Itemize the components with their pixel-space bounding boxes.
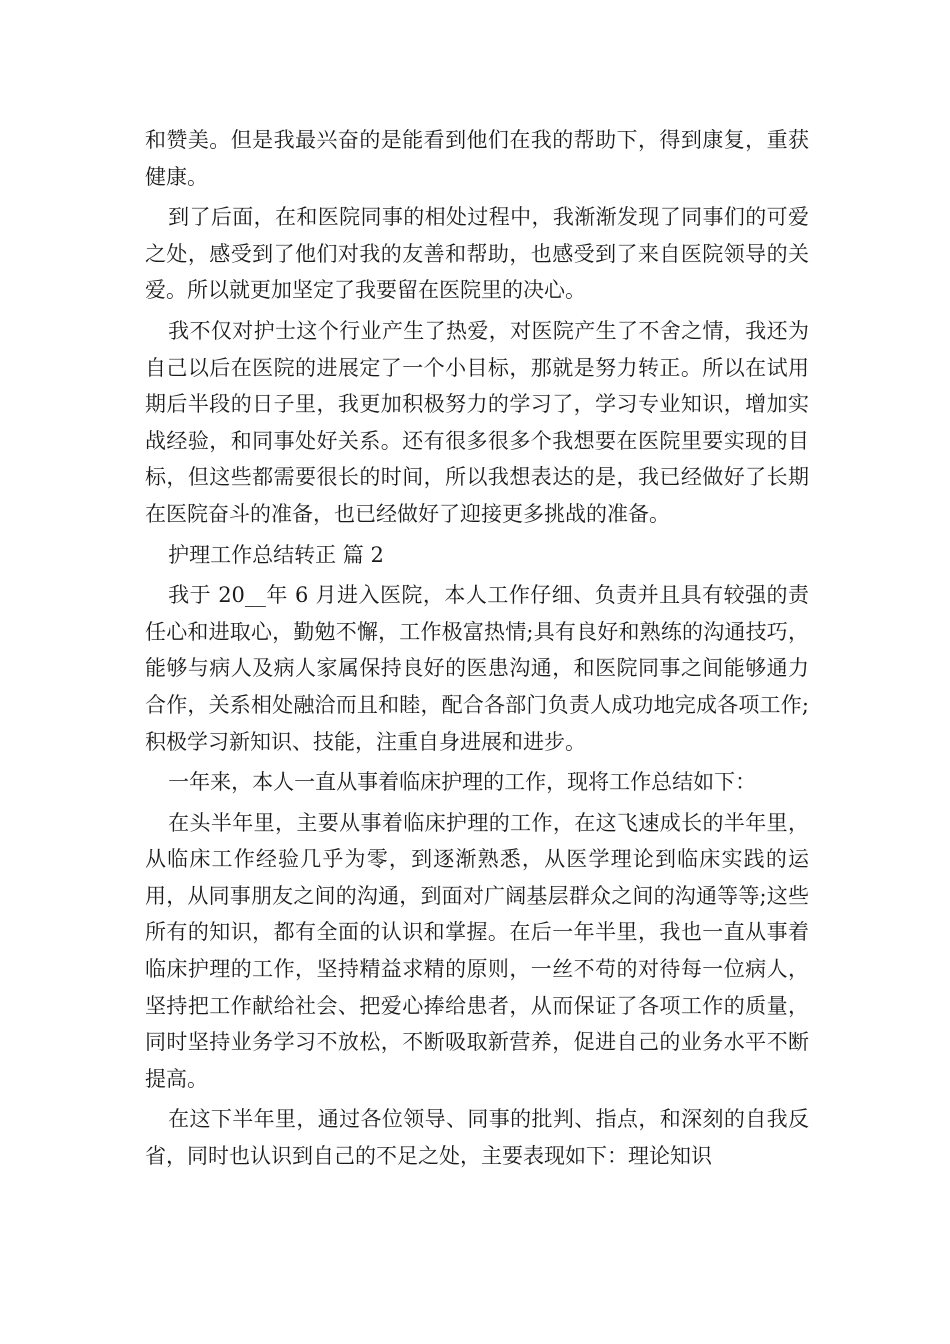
paragraph: 我不仅对护士这个行业产生了热爱，对医院产生了不舍之情，我还为自己以后在医院的进展定了一个小目标，那就是努力转正。所以在试用期后半段的日子里，我更加积极努力的学习了，学习专业知识，增加实战经验，和同事处好关系。还有很多很多个我想要在医院里要实现的目标，但这些都需要很长的时间，所以我想表达的是，我已经做好了长期在医院奋斗的准备，也已经做好了迎接更多挑战的准备。 xyxy=(145,318,809,526)
paragraph: 在头半年里，主要从事着临床护理的工作，在这飞速成长的半年里，从临床工作经验几乎为零，到逐渐熟悉，从医学理论到临床实践的运用，从同事朋友之间的沟通，到面对广阔基层群众之间的沟通等等;这些所有的知识，都有全面的认识和掌握。在后一年半里，我也一直从事着临床护理的工作，坚持精益求精的原则，一丝不苟的对待每一位病人，坚持把工作献给社会、把爱心捧给患者，从而保证了各项工作的质量，同时坚持业务学习不放松，不断吸取新营养，促进自己的业务水平不断提高。 xyxy=(145,810,809,1091)
document-body xyxy=(145,122,809,1179)
paragraph: 到了后面，在和医院同事的相处过程中，我渐渐发现了同事们的可爱之处，感受到了他们对我的友善和帮助，也感受到了来自医院领导的关爱。所以就更加坚定了我要留在医院里的决心。 xyxy=(145,205,809,303)
paragraph-continuation: 和赞美。但是我最兴奋的是能看到他们在我的帮助下，得到康复，重获健康。 xyxy=(145,128,809,189)
paragraph: 在这下半年里，通过各位领导、同事的批判、指点，和深刻的自我反省，同时也认识到自己的不足之处，主要表现如下：理论知识 xyxy=(145,1107,809,1169)
paragraph: 一年来，本人一直从事着临床护理的工作，现将工作总结如下： xyxy=(168,770,757,795)
paragraph: 我于 20__年 6 月进入医院，本人工作仔细、负责并且具有较强的责任心和进取心，勤勉不懈，工作极富热情;具有良好和熟练的沟通技巧，能够与病人及病人家属保持良好的医患沟通，和医院同事之间能够通力合作，关系相处融洽而且和睦，配合各部门负责人成功地完成各项工作;积极学习新知识、技能，注重自身进展和进步。 xyxy=(145,583,809,754)
section-heading: 护理工作总结转正 篇 2 xyxy=(168,542,384,567)
